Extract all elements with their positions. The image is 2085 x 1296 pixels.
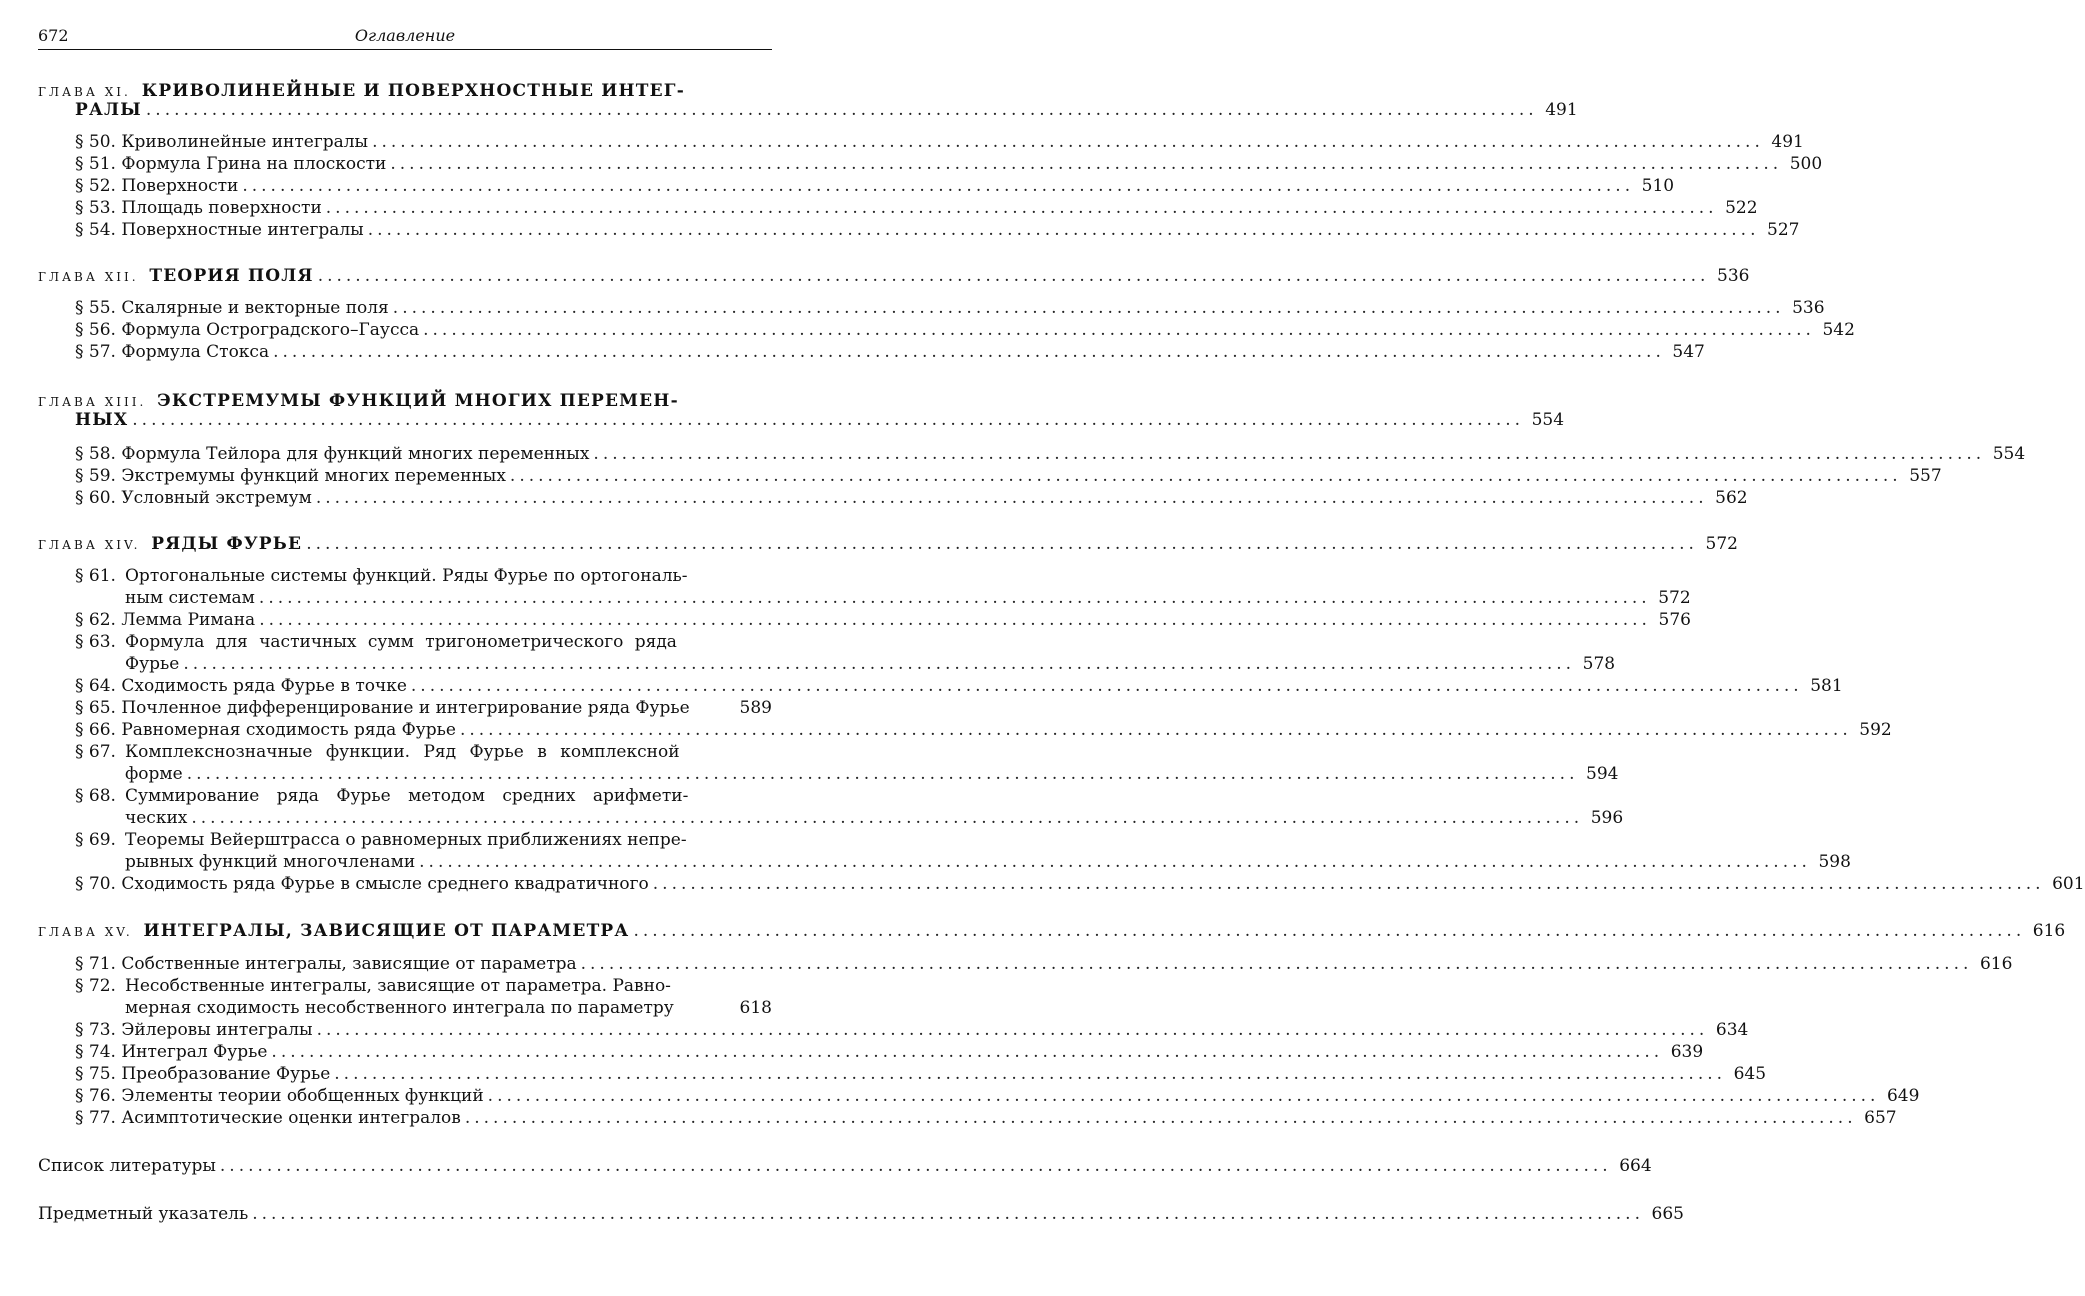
toc-entry[interactable] xyxy=(75,1064,1767,1084)
section-title: Преобразование Фурье xyxy=(121,1064,331,1084)
toc-entry[interactable] xyxy=(75,1042,1704,1062)
section-number: § 61. xyxy=(75,566,116,586)
leader-dots: .................................................................................................................................................... xyxy=(410,676,1803,696)
section-title-cont: форме xyxy=(125,764,183,784)
leader-dots: .................................................................................................................................................... xyxy=(186,764,1579,784)
toc-entry[interactable] xyxy=(75,220,1800,240)
section-title: Поверхностные интегралы xyxy=(121,220,364,240)
page-ref: 572 xyxy=(1658,588,1691,608)
leader-dots: .................................................................................................................................................... xyxy=(423,320,1815,340)
section-number: § 69. xyxy=(75,830,116,850)
leader-dots: .................................................................................................................................................... xyxy=(271,1042,1664,1062)
page-ref: 634 xyxy=(1715,1020,1749,1040)
page-ref: 657 xyxy=(1864,1108,1897,1128)
toc-entry[interactable] xyxy=(75,132,1804,152)
page-ref: 554 xyxy=(1992,444,2026,464)
section-number: § 50. xyxy=(75,132,116,152)
leader-dots: .................................................................................................................................................... xyxy=(652,874,2045,894)
page-ref: 527 xyxy=(1767,220,1800,240)
page-ref: 581 xyxy=(1810,676,1843,696)
section-number: § 51. xyxy=(75,154,116,174)
leader-dots: .................................................................................................................................................... xyxy=(367,220,1760,240)
section-number: § 76. xyxy=(75,1086,116,1106)
page-ref: 594 xyxy=(1586,764,1619,784)
chapter-label: ГЛАВА XIV. xyxy=(38,538,141,552)
toc-entry[interactable] xyxy=(75,954,2013,974)
leader-dots: .................................................................................................................................................... xyxy=(633,921,2026,941)
toc-entry[interactable] xyxy=(75,676,1843,696)
section-title-cont: Фурье xyxy=(125,654,180,674)
page-ref: 618 xyxy=(739,998,772,1018)
section-title: Площадь поверхности xyxy=(121,198,322,218)
toc-entry[interactable] xyxy=(125,852,1851,872)
section-title: Экстремумы функций многих переменных xyxy=(121,466,506,486)
section-number: § 57. xyxy=(75,342,116,362)
chapter-heading-xi-cont[interactable] xyxy=(75,100,1578,120)
toc-entry[interactable] xyxy=(75,488,1748,508)
entry-title: Предметный указатель xyxy=(38,1204,249,1224)
chapter-title-cont: РАЛЫ xyxy=(75,100,142,120)
section-number: § 66. xyxy=(75,720,116,740)
page-ref: 510 xyxy=(1641,176,1675,196)
section-title: Интеграл Фурье xyxy=(121,1042,268,1062)
section-title: Формула Стокса xyxy=(121,342,270,362)
section-number: § 63. xyxy=(75,632,116,652)
page-ref: 616 xyxy=(1979,954,2013,974)
section-number: § 58. xyxy=(75,444,116,464)
page-ref: 491 xyxy=(1771,132,1804,152)
section-title: Формула Грина на плоскости xyxy=(121,154,387,174)
leader-dots: .................................................................................................................................................... xyxy=(509,466,1902,486)
section-number: § 67. xyxy=(75,742,116,762)
section-title: Скалярные и векторные поля xyxy=(121,298,389,318)
leader-dots: .................................................................................................................................................... xyxy=(390,154,1783,174)
section-number: § 60. xyxy=(75,488,116,508)
section-number: § 54. xyxy=(75,220,116,240)
section-title: Собственные интегралы, зависящие от параметра xyxy=(121,954,577,974)
section-number: § 59. xyxy=(75,466,116,486)
entry-title: Список литературы xyxy=(38,1156,216,1176)
toc-entry[interactable] xyxy=(75,198,1758,218)
page-ref: 572 xyxy=(1705,534,1738,554)
section-title[interactable]: Ортогональные системы функций. Ряды Фурье по ортогональ- xyxy=(125,566,688,586)
leader-dots: .................................................................................................................................................... xyxy=(464,1108,1857,1128)
toc-entry[interactable] xyxy=(125,808,1624,828)
chapter-heading-xii[interactable] xyxy=(38,266,1750,286)
section-title: Сходимость ряда Фурье в смысле среднего квадратичного xyxy=(121,874,649,894)
leader-dots: .................................................................................................................................................... xyxy=(183,654,1576,674)
toc-entry[interactable] xyxy=(125,998,772,1018)
chapter-heading-xiii-cont[interactable] xyxy=(75,410,1565,430)
page-ref: 554 xyxy=(1531,410,1565,430)
toc-entry-bibliography[interactable] xyxy=(38,1156,1652,1176)
page-ref: 592 xyxy=(1859,720,1892,740)
page-ref: 542 xyxy=(1822,320,1855,340)
section-number: § 68. xyxy=(75,786,116,806)
leader-dots: .................................................................................................................................................... xyxy=(191,808,1584,828)
leader-dots: .................................................................................................................................................... xyxy=(273,342,1665,362)
page-ref: 616 xyxy=(2032,921,2066,941)
toc-entry[interactable] xyxy=(75,698,772,718)
leader-dots: .................................................................................................................................................... xyxy=(315,488,1708,508)
section-title-cont: мерная сходимость несобственного интеграла по параметру xyxy=(125,998,674,1018)
toc-entry[interactable] xyxy=(75,1108,1897,1128)
section-title: Элементы теории обобщенных функций xyxy=(121,1086,484,1106)
leader-dots: .................................................................................................................................................... xyxy=(317,266,1710,286)
section-title: Поверхности xyxy=(121,176,239,196)
section-number: § 73. xyxy=(75,1020,116,1040)
section-title[interactable]: Суммирование ряда Фурье методом средних арифмети- xyxy=(125,786,689,806)
page-ref: 576 xyxy=(1658,610,1691,630)
toc-entry[interactable] xyxy=(75,176,1675,196)
toc-entry[interactable] xyxy=(75,154,1823,174)
page-ref: 639 xyxy=(1670,1042,1704,1062)
section-title: Формула Остроградского–Гаусса xyxy=(121,320,420,340)
leader-dots: .................................................................................................................................................... xyxy=(487,1086,1880,1106)
leader-dots: .................................................................................................................................................... xyxy=(316,1020,1709,1040)
section-title[interactable]: Несобственные интегралы, зависящие от параметра. Равно- xyxy=(125,976,671,996)
section-title-cont: ческих xyxy=(125,808,188,828)
leader-dots: .................................................................................................................................................... xyxy=(145,100,1538,120)
page-ref: 596 xyxy=(1590,808,1624,828)
page-ref: 500 xyxy=(1789,154,1823,174)
page-ref: 562 xyxy=(1715,488,1748,508)
section-number: § 70. xyxy=(75,874,116,894)
section-title-cont: рывных функций многочленами xyxy=(125,852,416,872)
chapter-title: ИНТЕГРАЛЫ, ЗАВИСЯЩИЕ ОТ ПАРАМЕТРА xyxy=(143,921,630,941)
section-title: Почленное дифференцирование и интегрирование ряда Фурье xyxy=(121,698,690,718)
leader-dots: .................................................................................................................................................... xyxy=(459,720,1852,740)
toc-entry[interactable] xyxy=(75,444,2026,464)
toc-entry[interactable] xyxy=(75,1020,1749,1040)
toc-entry[interactable] xyxy=(125,588,1691,608)
toc-entry[interactable] xyxy=(75,466,1942,486)
page-ref: 598 xyxy=(1818,852,1851,872)
page-ref: 578 xyxy=(1582,654,1616,674)
chapter-heading-xv[interactable] xyxy=(38,921,2066,941)
chapter-title: КРИВОЛИНЕЙНЫЕ И ПОВЕРХНОСТНЫЕ ИНТЕГ- xyxy=(141,81,686,101)
page-ref: 589 xyxy=(739,698,772,718)
page-ref: 522 xyxy=(1725,198,1758,218)
page-ref: 536 xyxy=(1792,298,1825,318)
section-number: § 71. xyxy=(75,954,116,974)
page-ref: 665 xyxy=(1651,1204,1684,1224)
section-title: Равномерная сходимость ряда Фурье xyxy=(121,720,456,740)
toc-entry[interactable] xyxy=(75,342,1705,362)
toc-entry[interactable] xyxy=(75,298,1825,318)
page-ref: 601 xyxy=(2052,874,2085,894)
page-ref: 664 xyxy=(1619,1156,1652,1176)
section-number: § 77. xyxy=(75,1108,116,1128)
chapter-title: ЭКСТРЕМУМЫ ФУНКЦИЙ МНОГИХ ПЕРЕМЕН- xyxy=(157,391,679,411)
section-title: Формула Тейлора для функций многих переменных xyxy=(121,444,590,464)
section-title: Сходимость ряда Фурье в точке xyxy=(121,676,407,696)
toc-entry[interactable] xyxy=(125,654,1616,674)
section-number: § 55. xyxy=(75,298,116,318)
chapter-label: ГЛАВА XII. xyxy=(38,270,139,284)
toc-entry[interactable] xyxy=(75,874,2085,894)
page-ref: 557 xyxy=(1909,466,1942,486)
leader-dots: .................................................................................................................................................... xyxy=(242,176,1635,196)
chapter-title: РЯДЫ ФУРЬЕ xyxy=(151,534,303,554)
leader-dots: .................................................................................................................................................... xyxy=(419,852,1811,872)
section-title[interactable]: Комплекснозначные функции. Ряд Фурье в комплексной xyxy=(125,742,680,762)
toc-entry[interactable] xyxy=(75,320,1855,340)
leader-dots: .................................................................................................................................................... xyxy=(252,1204,1644,1224)
page-header xyxy=(38,24,772,50)
chapter-title-cont: НЫХ xyxy=(75,410,129,430)
section-number: § 74. xyxy=(75,1042,116,1062)
section-number: § 56. xyxy=(75,320,116,340)
page-ref: 536 xyxy=(1717,266,1750,286)
leader-dots: .................................................................................................................................................... xyxy=(593,444,1986,464)
leader-dots: .................................................................................................................................................... xyxy=(580,954,1973,974)
section-title: Эйлеровы интегралы xyxy=(121,1020,313,1040)
page-ref: 649 xyxy=(1886,1086,1920,1106)
chapter-label: ГЛАВА XV. xyxy=(38,925,133,939)
section-title[interactable]: Теоремы Вейерштрасса о равномерных приближениях непре- xyxy=(125,830,687,850)
chapter-title: ТЕОРИЯ ПОЛЯ xyxy=(149,266,314,286)
section-title: Лемма Римана xyxy=(121,610,256,630)
toc-entry[interactable] xyxy=(125,764,1619,784)
leader-dots: .................................................................................................................................................... xyxy=(258,588,1651,608)
chapter-label: ГЛАВА XI. xyxy=(38,85,131,99)
leader-dots: .................................................................................................................................................... xyxy=(334,1064,1727,1084)
section-number: § 53. xyxy=(75,198,116,218)
section-number: § 64. xyxy=(75,676,116,696)
leader-dots: .................................................................................................................................................... xyxy=(325,198,1718,218)
section-number: § 62. xyxy=(75,610,116,630)
section-number: § 52. xyxy=(75,176,116,196)
leader-dots: .................................................................................................................................................... xyxy=(372,132,1764,152)
toc-entry-index[interactable] xyxy=(38,1204,1684,1224)
section-title: Криволинейные интегралы xyxy=(121,132,369,152)
chapter-heading-xiv[interactable] xyxy=(38,534,1738,554)
section-title: Условный экстремум xyxy=(121,488,312,508)
toc-entry[interactable] xyxy=(75,720,1892,740)
page-number: 672 xyxy=(38,26,69,45)
page-ref: 645 xyxy=(1733,1064,1767,1084)
page-ref: 491 xyxy=(1545,100,1578,120)
leader-dots: .................................................................................................................................................... xyxy=(392,298,1785,318)
toc-entry[interactable] xyxy=(75,1086,1920,1106)
section-number: § 75. xyxy=(75,1064,116,1084)
toc-entry[interactable] xyxy=(75,610,1691,630)
leader-dots: .................................................................................................................................................... xyxy=(259,610,1651,630)
section-number: § 65. xyxy=(75,698,116,718)
leader-dots: .................................................................................................................................................... xyxy=(219,1156,1612,1176)
page-ref: 547 xyxy=(1672,342,1705,362)
leader-dots: .................................................................................................................................................... xyxy=(306,534,1698,554)
section-title[interactable]: Формула для частичных сумм тригонометрического ряда xyxy=(125,632,677,652)
chapter-label: ГЛАВА XIII. xyxy=(38,395,147,409)
leader-dots: .................................................................................................................................................... xyxy=(132,410,1525,430)
running-title: Оглавление xyxy=(354,26,456,45)
section-title: Асимптотические оценки интегралов xyxy=(121,1108,461,1128)
section-number: § 72. xyxy=(75,976,116,996)
section-title-cont: ным системам xyxy=(125,588,255,608)
